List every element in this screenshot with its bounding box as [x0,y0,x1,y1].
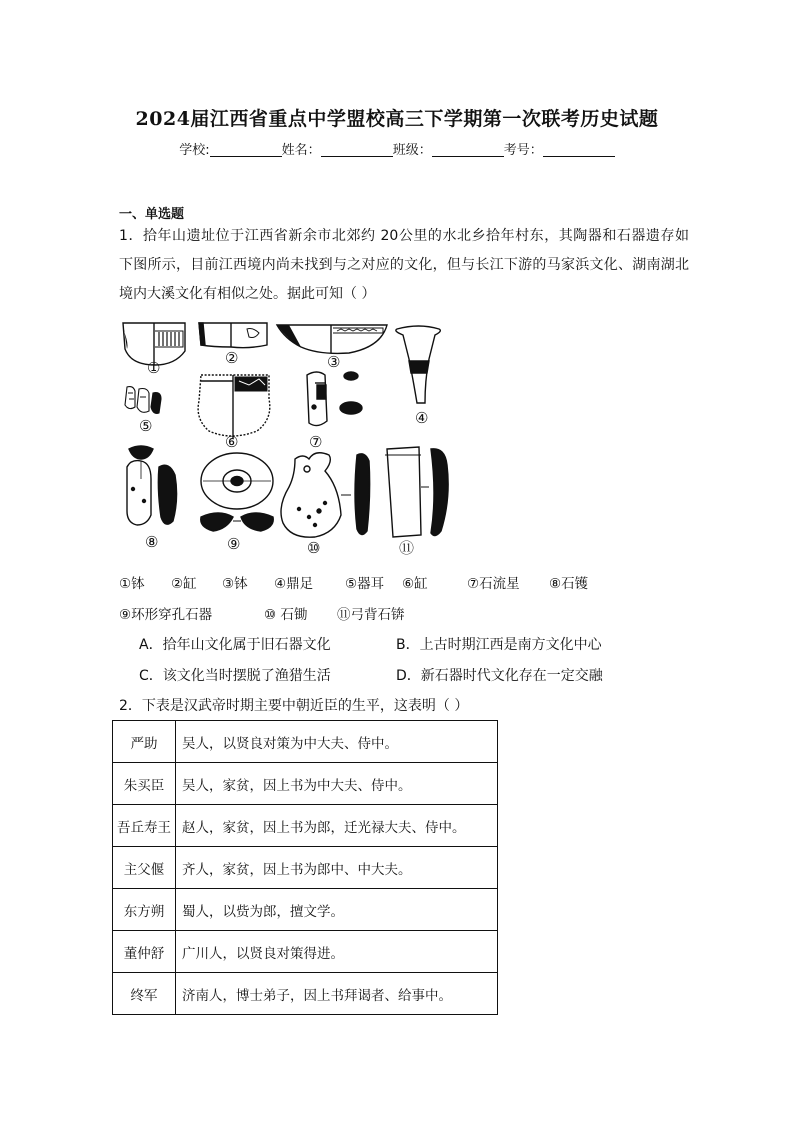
official-bio: 蜀人，以赀为郎，擅文学。 [176,889,498,931]
q1-line-2: 下图所示，目前江西境内尚未找到与之对应的文化，但与长江下游的马家浜文化、湖南湖北 [119,257,689,273]
id-blank[interactable] [543,142,615,157]
artifact-5-vessel-ear-icon [125,387,161,414]
school-blank[interactable] [210,142,282,157]
official-name: 吾丘寿王 [113,805,176,847]
artifact-4-tripod-foot-icon [396,326,440,403]
q1-option-c[interactable]: C．该文化当时摆脱了渔猎生活 [139,668,331,684]
figure-number-5: ⑤ [139,417,153,435]
artifact-7-stone-meteor-icon [307,372,362,426]
legend-item-7: ⑦石流星 [467,576,520,592]
legend-item-6: ⑥缸 [402,576,428,592]
artifact-9-ring-stone-icon [201,453,274,531]
official-name: 东方朔 [113,889,176,931]
name-blank[interactable] [321,142,393,157]
legend-item-9: ⑨环形穿孔石器 [119,607,213,623]
table-row [113,721,498,763]
table-row [113,763,498,805]
figure-number-3: ③ [327,353,341,371]
section-title: 一、单选题 [119,207,185,222]
q1-option-b[interactable]: B．上古时期江西是南方文化中心 [396,637,602,653]
figure-number-9: ⑨ [227,535,241,553]
artifact-6-vat-icon [198,375,270,439]
official-name: 主父偃 [113,847,176,889]
q1-option-d[interactable]: D．新石器时代文化存在一定交融 [396,668,603,684]
official-bio: 济南人，博士弟子，因上书拜谒者、给事中。 [176,973,498,1015]
official-name: 董仲舒 [113,931,176,973]
artifact-8-stone-adze-icon [127,446,177,525]
table-row [113,973,498,1015]
figure-number-2: ② [225,349,239,367]
figure-number-6: ⑥ [225,433,239,451]
official-bio: 广川人，以贤良对策得进。 [176,931,498,973]
legend-item-1: ①钵 [119,576,145,592]
q1-line-1: 1．拾年山遗址位于江西省新余市北郊约 20公里的水北乡拾年村东，其陶器和石器遗存如 [119,228,689,244]
question-1-stem [119,222,689,309]
artifact-2-vat-icon [199,323,267,348]
artifact-figure [119,319,459,561]
legend-item-8: ⑧石镬 [549,576,589,592]
figure-number-10: ⑩ [307,539,321,557]
artifact-10-stone-hoe-icon [281,453,370,537]
legend-item-2: ②缸 [171,576,197,592]
legend-item-3: ③钵 [222,576,248,592]
table-row [113,847,498,889]
official-name: 朱买臣 [113,763,176,805]
q1-line-3: 境内大溪文化有相似之处。据此可知（ ） [119,286,376,302]
name-label: 姓名： [281,143,321,158]
artifact-11-bowback-adze-icon [385,447,448,537]
q1-option-a[interactable]: A．拾年山文化属于旧石器文化 [139,637,331,653]
class-label: 班级： [392,143,432,158]
official-bio: 赵人，家贫，因上书为郎，迁光禄大夫、侍中。 [176,805,498,847]
question-2-stem [119,692,689,721]
legend-item-4: ④鼎足 [274,576,314,592]
artifact-3-bowl-icon [277,325,387,353]
official-name: 终军 [113,973,176,1015]
official-bio: 齐人，家贫，因上书为郎中、中大夫。 [176,847,498,889]
figure-number-11: ⑪ [399,539,415,557]
school-label: 学校: [179,143,210,158]
legend-item-10: ⑩ 石锄 [264,607,308,623]
officials-table [112,720,498,1015]
legend-item-11: ⑪弓背石锛 [337,607,405,623]
class-blank[interactable] [432,142,504,157]
table-row [113,805,498,847]
q2-stem-text: 2．下表是汉武帝时期主要中朝近臣的生平，这表明（ ） [119,698,469,714]
figure-number-1: ① [147,359,161,377]
official-bio: 吴人，以贤良对策为中大夫、侍中。 [176,721,498,763]
student-info-line [0,139,794,158]
figure-number-8: ⑧ [145,533,159,551]
legend-item-5: ⑤器耳 [345,576,385,592]
official-name: 严助 [113,721,176,763]
official-bio: 吴人，家贫，因上书为中大夫、侍中。 [176,763,498,805]
table-row [113,889,498,931]
figure-number-4: ④ [415,409,429,427]
table-row [113,931,498,973]
id-label: 考号： [503,143,543,158]
figure-number-7: ⑦ [309,433,323,451]
page-title: 2024届江西省重点中学盟校高三下学期第一次联考历史试题 [135,108,659,130]
